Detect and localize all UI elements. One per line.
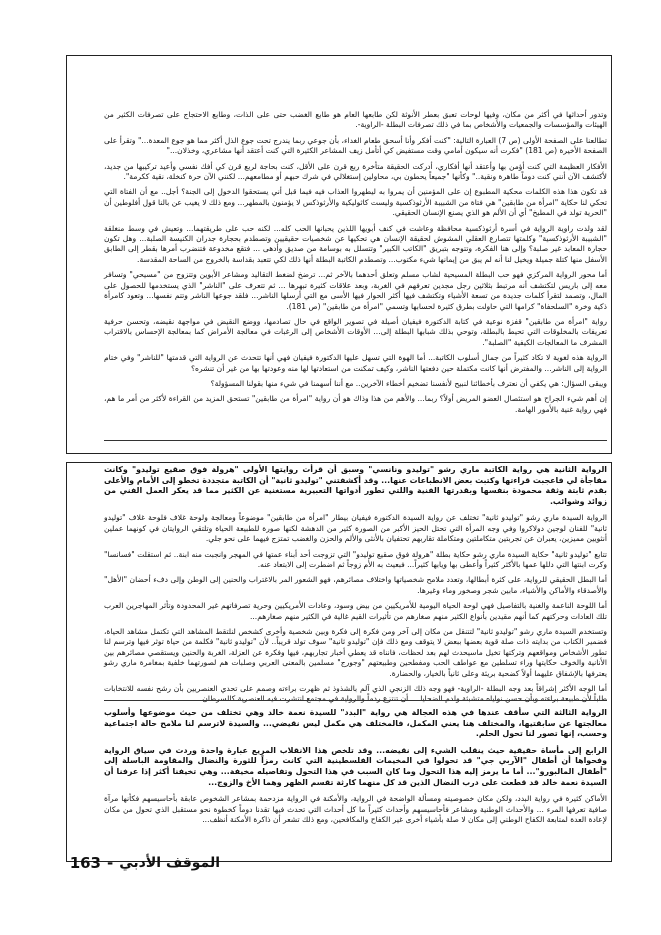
paragraph-bold: الرابع إلى مأساة حقيقية حيث ينقلب الشيء إلى نقيضه... وقد تلخص هذا الانقلاب المريع عبارة واحدة وردت في سياق الرواية وفحواها أن أطفال "الآربي جي" قد تحولوا في المخيمات الفلسطينية التي كانت رمزاً للثورة والنضال والمقاومة الباسلة إلى "أطفال المالبورو"... أما ما يرمز إليه هذا التحول وما كان السبب في هذا التحول وتفاصيله مخيفة... وهي تخيفنا أكثر إذا عرفنا أن السيدة نعمة خالد قد قطعت على درب النضال الذين قد كل منهما كارثة تقسم الظهر وهما الأخ والزوج... — [104, 745, 607, 787]
paragraph: وتستخدم السيدة ماري رشو "توليدو ثانية" لتتنقل من مكان إلى آخر ومن فكرة إلى فكرة وبين شخصية وأخرى كشخص لنلتقط المشاهد التي تكتمل مشاهد الحياة، فضمير الكتاب من بدايته ذات صلة قوية بعضها ببعض لا يتوقف ومع ذلك فإن "توليدو ثانية" سوف تولد قريباً.. لأن "توليدو ثانية" فكلمة من حياة توثر فيها وترسم لنا تطور الأشخاص ومواقعهم وتركتها تخيل ماسيحدث لهم بعد لحظات، فانناه قد يعطي أخبار تجاربهم، فيها وفكرة عن العزلة، الغربة والحنين ويستقصي مصائرهم بين الأنانية والخوف حكايتها وراء تسلطين مع عواطف الحب ومفطحين وطبيعتهم "وجورج" مسلمين بالمعنى العربي وصلبات هم لصورتهما خلفية بمغامرة ماري رشو يعترفها بالإشفاق عليهما أولاً كضحية بريئة وعلى ثانياً بالخيار، والحضارة. — [104, 627, 607, 678]
paragraph: الرواية هذه لغوية لا تكاد كثيراً من جمال أسلوب الكاتبة... أما الهوة التي تسهل عليها الدكتورة فيفيان فهي أنها تتحدث عن الرواية التي قدمتها "للناشر" وفي ختام الرواية إلى الناشر... والمفترض أنها كانت مكتملة حين دفعتها الناشر، وكيف تمكنت من استعادتها لها منه وعودتها بها من غير أن تنشره؟ — [104, 353, 607, 373]
page-footer — [50, 846, 220, 880]
paragraph: أما محور الرواية المركزي فهو حب البطلة المسيحية لشاب مسلم وتعلق أحدهما بالآخر ثم... ترضخ لضغط التقاليد ومشاعر الأبوين وتتزوج من "مسيحي" وتسافر معه إلى باريس لتكتشف أنه مرتبط بثلاثين رجل مجدين تعرفهم في الغربة، وبعد علاقات كثيرة تبهرها ... ثم تتعرف على "الناشر" الذي يستخدمها للحصول على المال، وتصمد لتقرأ كلمات جديدة من تسعة الأشياء وتكتشف فيها أكثر الحوار فيها الأسى مع التي أرسلها الناشر... فلقد جوعها الناشر وتتم نفسها... وتعود كامرأة ذكية وخرة "السلحفاة" كرامها التي حاولت بطرق كثيرة لحسابها وتسمي "امرأة من طابقين" (ص 181). — [104, 270, 607, 311]
paragraph: تتابع "توليدو ثانية" حكاية السيدة ماري رشو حكاية بطلة "هرولة فوق صقيع توليدو" التي تزوجت أحد أبناء عمتها في المهجر وانجبت منه ابنة.. ثم استقلت "فسانسا" وكرت ابنتها التي دللها عمها بالأكثر كثيراً وأعطى بها ويابها كثيراً... فبعيث به الأم زوجاً ثم اضطرت إلى الابتعاد عنه. — [104, 549, 607, 569]
paragraph: ويبقى السؤال: هي يكفي أن نعترف بأخطائنا لنبيح لأنفسنا تضخيم أخطاء الآخرين.. مع أننا أسهمنا في شيء منها بقولنا المسؤولة؟ — [210, 378, 607, 388]
page-number: 163 — [69, 854, 101, 872]
section-divider-1 — [104, 440, 607, 441]
paragraph: أما الوجه الأكثر إشراقاً بعد وجه البطلة -الراوية- فهو وجه ذلك الزنجي الذي آلم بالشذوذ ثم ظهرت براءته وصمم على تحدي العنصريين بأن رشح نفسه للانتخابات طلباً لأن طبيعة براءته وبأن حسن نواياه متشبثة ولدم الضحايا ... أن تنتزع ردماً والرواية في مجتمع انتشرت فيه العنصرية كالسرطان. — [104, 684, 607, 704]
paragraph-bold: الرواية الثالثة التي سأقف عندها في هذه العجالة هي رواية "البدد" للسيدة نعمة خالد وهي تختلف من حيث موضوعها وأسلوب معالجتها عن سابقتيها، والمختلف هنا يعني المكمل، فالمختلف هي مكمل ليس نقيضي... والسيدة لاترسم لنا ملامح حالة اجتماعية وحسب، إنها تصور لنا تحول الحلم. — [104, 708, 607, 739]
paragraph: أما البطل الحقيقي للرواية، على كثرة أبطالها، وتعدد ملامح شخصياتها واختلاف مصائرهم، فهو الشعور المر بالاغتراب والحنين إلى الوطن وإلى دفء أحضان "الأهل" والأصدقاء والأماكن والأشياء، مابين شجر وصخور وماء وغيرها. — [104, 575, 607, 595]
paragraph: لقد ولدت راوية الرواية في أسرة أرثوذكسية محافظة وعاشت في كنف أبويها اللذين يحبانها الحب كله... لكنه حب على طريقتهما... وتعيش في وسط منغلقة "الشبيبة الأرثوذكسية" وكلمتها تتصارع العقلي المشوش لحقيقة الإنسان هي تحكيها عن شخصيات حقيقيين وتصطدم بحجارة جدران الكنيسة الصلبة... وهل تكون حجارة المعابد غير صلبة؟ وإلى هنا الفكرة، وتتوجه بتبريق "الكاتب الكبير" وتتسلل به بوسامة من صديق وأدهى ... فتقع مخدوعة فتنضرب أمرها بقطر إلى الطابق الأسفل منها كتلة جميلة ويخيل لنا أنه لم يبق من إيمانها شيء مكتوب... وتصطدم الكاتبة البطلة أنها ذلك لكي تتعبد بقداسة بالخروج من الساحة المقدسة. — [104, 223, 607, 264]
paragraph: رواية "امرأة من طابقين" قفزة نوعية في كتابة الدكتورة فيفيان أصيلة في تصوير الواقع في حال تصادمها، ووضع النقيض في مواجهة نقيضه، وتحسن حرفية تعريفات بالمخلوقات التي تحيط بالبطلة، وتوحي بذلك شبابها البطلة إلى... الأوقات الأشخاص إلى الرغبات في معالجة الأمراض كما بمعالجة الإحساس بالاقتراب المشرف ما المعالجات الكيفية "الصلبة". — [104, 316, 607, 347]
paragraph: وتدور أحداثها في أكثر من مكان، وفيها لوحات تعبق بعطر الأنوثة لكن طابعها العام هو طابع الغضب حتى على الذات، وطابع الاحتجاج على تصرفات الكثير من الهيئات والمؤسسات والجمعيات والأشخاص بما في ذلك تصرفات البطلة -الراوية-. — [104, 110, 607, 130]
paragraph: إن أهم شيء الجراح هو استئصال العضو المريض أولاً؟ ربما... والأهم من هذا وذاك هو أن رواية "امرأة من طابقين" تستحق المزيد من القراءة لأكثر من أمر ما هم، فهي رواية غنية بالأمور الهامة. — [104, 394, 607, 414]
article-section-2 — [104, 465, 607, 710]
paragraph: الأماكن كثيرة في رواية البدد، ولكن مكان خصوصيته ومسألة الواضحة في الرواية، والأمكنة في الرواية مزدحمة بمشاعر الشخوص عابقة بأحاسيسهم فكأنها مرآة صافية تعرفها المرء ... والأحداث الوطنية ومشاعر فأحاسيسهم وأحداث كثيراً ما كل أحداث التي تحدث فيها تقدنا دوماً كخطوة نحو مستقبل الذي تحول من مكان لإعادة العدة لمتابعة الكفاح الوطني إلى مكان لا صلة بأشياء أخرى غير الكفاح والمكافحين، ومع ذلك تشعر أن ذاكرة الأمكنة أنظف... — [104, 794, 607, 824]
publication-name: الموقف الأدبي — [119, 855, 220, 871]
paragraph: الأفكار العظيمة التي كنت أؤمن بها وأعتقد أنها أفكاري، أدركت الحقيقة متأخرة ربع قرن على الأقل، كنت بحاجة لربع قرن كي أفك نفسي وأعيد تركيبها من جديد، لأكتشف الآن أنني كنت دوماً طاهرة ونقية.." وكأنها "جميعاً يحطون بي، محاولين إستغلالي في شرك حبهم أو مطامعهم... لكنني الآن حرة كنخلة، نقية ككرمة". — [104, 161, 607, 182]
footer-separator: - — [107, 854, 114, 872]
article-section-3 — [104, 708, 607, 830]
paragraph: أما اللوحة الناعمة والغنية بالتفاصيل فهي لوحة الحياة اليومية للأمريكيين من بيض وسود، وعادات الأمريكيين وحرية تصرفاتهم غير المحدودة وتأثر المهاجرين العرب تلك العادات وحركتهم كما أنهم مقيدين بأنواع الكثير منهم صغارهم من تأثيرات القيم غالية في الكثير منهم صغارهم... — [104, 601, 607, 621]
paragraph: تطالعنا على الصفحة الأولى (ص 7) العبارة التالية: "كنت أفكر وأنا أسحق طعام الغداء، بأن جوعي ربما يندرج تحت جوع الذل أكثر مما هو جوع المعدة..." وتقرأ على الصفحة الأخيرة (ص 181) "فكرت أنه سيكون أمامي وقت مستفيض كي أتأمل زيف المشاعر الكثيرة التي كنت أعتقد أنها مشاعري، وخذلان..." — [104, 135, 607, 156]
article-section-1 — [104, 110, 607, 420]
paragraph-bold: الرواية الثانية هي رواية الكاتبة ماري رشو "توليدو ونانسي" وسبق أن قرأت روايتها الأولى "هرولة فوق صقيع توليدو" وكانت مفاجأة لي فاعجبت قراءتها وكتبت بعض الانطباعات عنها... وقد أكشفتني "توليدو ثانية" أن الكاتبة متجددة تخطو إلى الأمام والأعلى بقدم ثابتة وثقة محمودة بنفسها وبقدرتها الفنية واللتي تطور أدواتها التعبيرية مستغنية عن الكثير مما قد يعكر العمل الفني من زوائد وشوائب. — [104, 465, 607, 506]
paragraph: الرواية السيدة ماري رشو "توليدو ثانية" تختلف عن رواية السيدة الدكتورة فيفيان بيطار "امرأة من طابقين" موضوعاً ومعالجة ولوحة غلاف فلوحة غلاف "توليدو ثانية" للفنان لوجين دولاكروا وفي وجه المرأة التي تحتل الحيز الأكبر من الصورة كثير من الدهشة لكنها صورة للطبيعة الحياة وتلتقي الروايتان في كونهما عملين أنثويين مميزين، يعبران عن تجربتين متكاملتين ومتكاملة تقاربهم تحتفيان بالأنثى والألم والحزن والغضب تمتزج فيهما على نحو جلي. — [104, 513, 607, 544]
paragraph: قد تكون هذا هذه الكلمات محكية المطبوع إن على المؤمنين أن يمروا به ليطهروا العذاب فيه فيما قبل أني يستحقوا الدخول إلى الجنة؟ أجل.. مع أن الفتاة التي تحكي لنا حكاية "امرأة من طابقين" هي فتاة من الشبيبة الأرثوذكسية وليست كاثوليكية والأرثوذكس لا يؤمنون بالمطهر... ومع ذلك لا يغيب عن بالنا قول أفلوطين أن "الحرية تولد في المطبخ" أي أن الألم هو الذي يصنع الإنسان الحقيقي. — [104, 187, 607, 218]
section-divider-2 — [104, 700, 607, 701]
